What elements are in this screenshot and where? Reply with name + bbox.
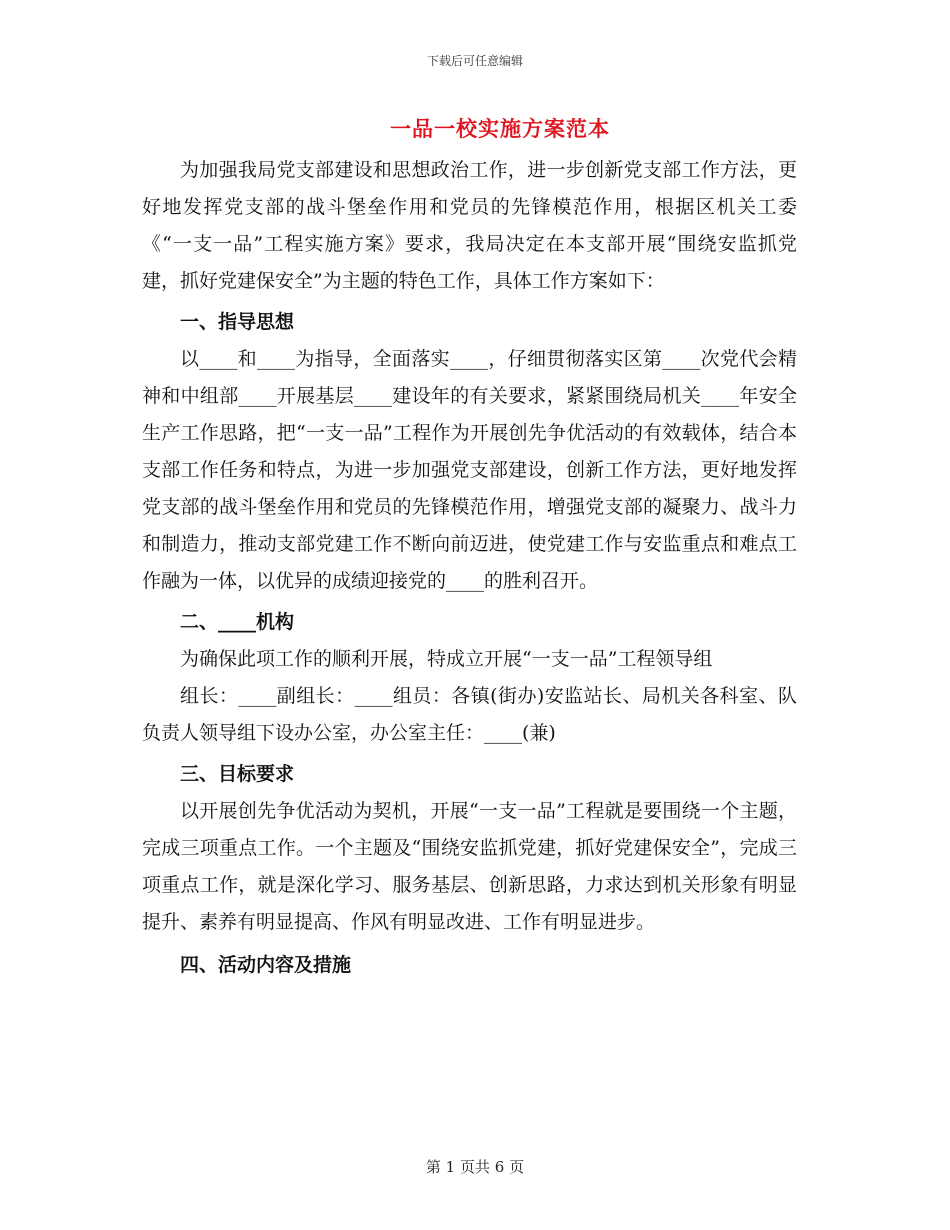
document-title: 一品一校实施方案范本 — [390, 116, 610, 141]
section-heading-activities: 四、活动内容及措施 — [180, 954, 352, 976]
section-heading-guiding-ideology: 一、指导思想 — [180, 311, 295, 333]
guiding-ideology-paragraph: 以____和____为指导，全面落实____，仔细贯彻落实区第____次党代会精神和中组部____开展基层____建设年的有关要求，紧紧围绕局机关____年安全生产工作思路，把“一支一品”工程作为开展创先争优活动的有效载体，结合本支部工作任务和特点，为进一步加强党支部建设，创新工作方法，更好地发挥党支部的战斗堡垒作用和党员的先锋模范作用，增强党支部的凝聚力、战斗力和制造力，推动支部党建工作不断向前迈进，使党建工作与安监重点和难点工作融为一体，以优异的成绩迎接党的____的胜利召开。 — [142, 348, 797, 592]
organization-paragraph-1: 为确保此项工作的顺利开展，特成立开展“一支一品”工程领导组 — [180, 648, 713, 670]
goals-paragraph: 以开展创先争优活动为契机，开展“一支一品”工程就是要围绕一个主题，完成三项重点工作。一个主题及“围绕安监抓党建，抓好党建保安全”，完成三项重点工作，就是深化学习、服务基层、创新思路，力求达到机关形象有明显提升、素养有明显提高、作风有明显改进、工作有明显进步。 — [142, 800, 797, 933]
organization-paragraph-2: 组长：____副组长：____组员：各镇(街办)安监站长、局机关各科室、队负责人领导组下设办公室，办公室主任：____(兼) — [142, 685, 797, 744]
intro-paragraph: 为加强我局党支部建设和思想政治工作，进一步创新党支部工作方法，更好地发挥党支部的战斗堡垒作用和党员的先锋模范作用，根据区机关工委《“一支一品”工程实施方案》要求，我局决定在本支部开展“围绕安监抓党建，抓好党建保安全”为主题的特色工作，具体工作方案如下： — [142, 159, 797, 292]
page-indicator: 第 1 页共 6 页 — [425, 1158, 525, 1176]
page-header-note: 下载后可任意编辑 — [426, 54, 523, 68]
section-heading-goals: 三、目标要求 — [180, 763, 295, 785]
document-body — [142, 152, 797, 984]
section-heading-organization: 二、____机构 — [180, 611, 295, 633]
